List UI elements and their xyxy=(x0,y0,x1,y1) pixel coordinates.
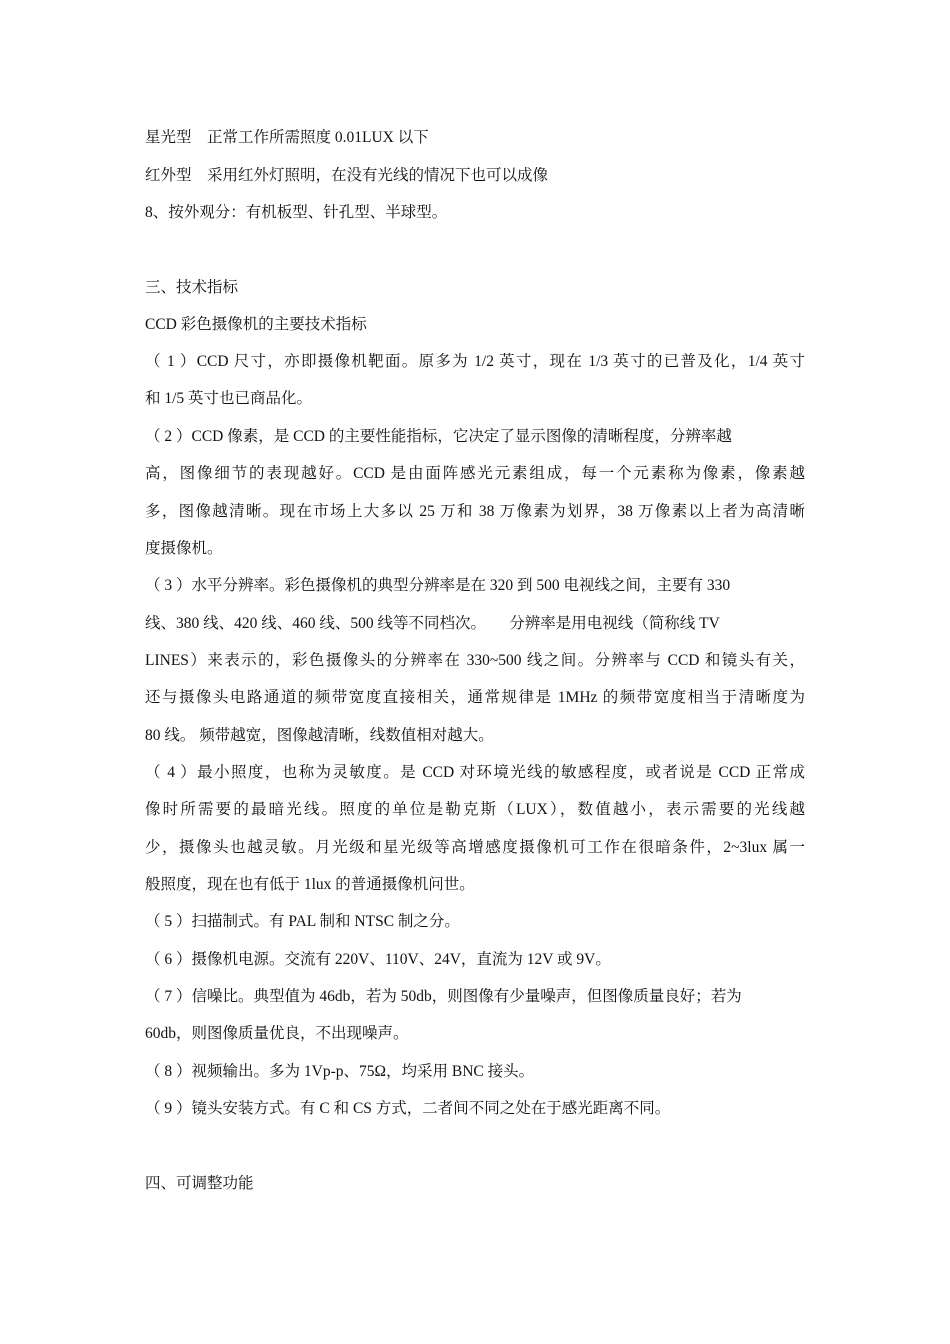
paragraph-3-line-3: LINES）来表示的，彩色摄像头的分辨率在 330~500 线之间。分辨率与 CCD 和镜头有关， xyxy=(145,652,805,669)
paragraph-6: （ 6 ）摄像机电源。交流有 220V、110V、24V，直流为 12V 或 9V。 xyxy=(145,951,611,968)
paragraph-3-line-5: 80 线。 频带越宽，图像越清晰，线数值相对越大。 xyxy=(145,727,494,744)
paragraph-1-line-2: 和 1/5 英寸也已商品化。 xyxy=(145,390,313,407)
line-starlight-type: 星光型 正常工作所需照度 0.01LUX 以下 xyxy=(145,129,429,146)
paragraph-5: （ 5 ）扫描制式。有 PAL 制和 NTSC 制之分。 xyxy=(145,913,460,930)
subheading-ccd-specs: CCD 彩色摄像机的主要技术指标 xyxy=(145,316,367,333)
paragraph-7-line-2: 60db，则图像质量优良，不出现噪声。 xyxy=(145,1025,409,1042)
paragraph-3-line-1: （ 3 ）水平分辨率。彩色摄像机的典型分辨率是在 320 到 500 电视线之间，主要有 330 xyxy=(145,577,731,594)
paragraph-3-line-4: 还与摄像头电路通道的频带宽度直接相关，通常规律是 1MHz 的频带宽度相当于清晰度为 xyxy=(145,689,805,706)
paragraph-3-line-2: 线、380 线、420 线、460 线、500 线等不同档次。 分辨率是用电视线（简称线 TV xyxy=(145,615,720,632)
paragraph-2-line-3: 多，图像越清晰。现在市场上大多以 25 万和 38 万像素为划界，38 万像素以上者为高清晰 xyxy=(145,503,805,520)
section-heading-technical-specs: 三、技术指标 xyxy=(145,279,239,296)
paragraph-2-line-1: （ 2 ）CCD 像素，是 CCD 的主要性能指标，它决定了显示图像的清晰程度，分辨率越 xyxy=(145,428,732,445)
paragraph-7-line-1: （ 7 ）信噪比。典型值为 46db，若为 50db，则图像有少量噪声，但图像质量良好；若为 xyxy=(145,988,742,1005)
line-infrared-type: 红外型 采用红外灯照明，在没有光线的情况下也可以成像 xyxy=(145,167,549,184)
paragraph-9: （ 9 ）镜头安装方式。有 C 和 CS 方式，二者间不同之处在于感光距离不同。 xyxy=(145,1100,671,1117)
paragraph-1-line-1: （ 1 ）CCD 尺寸，亦即摄像机靶面。原多为 1/2 英寸，现在 1/3 英寸的已普及化，1/4 英寸 xyxy=(145,353,805,370)
paragraph-8: （ 8 ）视频输出。多为 1Vp-p、75Ω，均采用 BNC 接头。 xyxy=(145,1063,535,1080)
section-heading-adjustable-functions: 四、可调整功能 xyxy=(145,1175,254,1192)
paragraph-4-line-3: 少，摄像头也越灵敏。月光级和星光级等高增感度摄像机可工作在很暗条件，2~3lux 属一 xyxy=(145,839,805,856)
paragraph-4-line-1: （ 4 ）最小照度，也称为灵敏度。是 CCD 对环境光线的敏感程度，或者说是 CCD 正常成 xyxy=(145,764,805,781)
paragraph-4-line-4: 般照度，现在也有低于 1lux 的普通摄像机问世。 xyxy=(145,876,475,893)
paragraph-2-line-2: 高，图像细节的表现越好。CCD 是由面阵感光元素组成，每一个元素称为像素，像素越 xyxy=(145,465,805,482)
paragraph-2-line-4: 度摄像机。 xyxy=(145,540,223,557)
line-appearance-types: 8、按外观分：有机板型、针孔型、半球型。 xyxy=(145,204,448,221)
paragraph-4-line-2: 像时所需要的最暗光线。照度的单位是勒克斯（LUX），数值越小，表示需要的光线越 xyxy=(145,801,805,818)
